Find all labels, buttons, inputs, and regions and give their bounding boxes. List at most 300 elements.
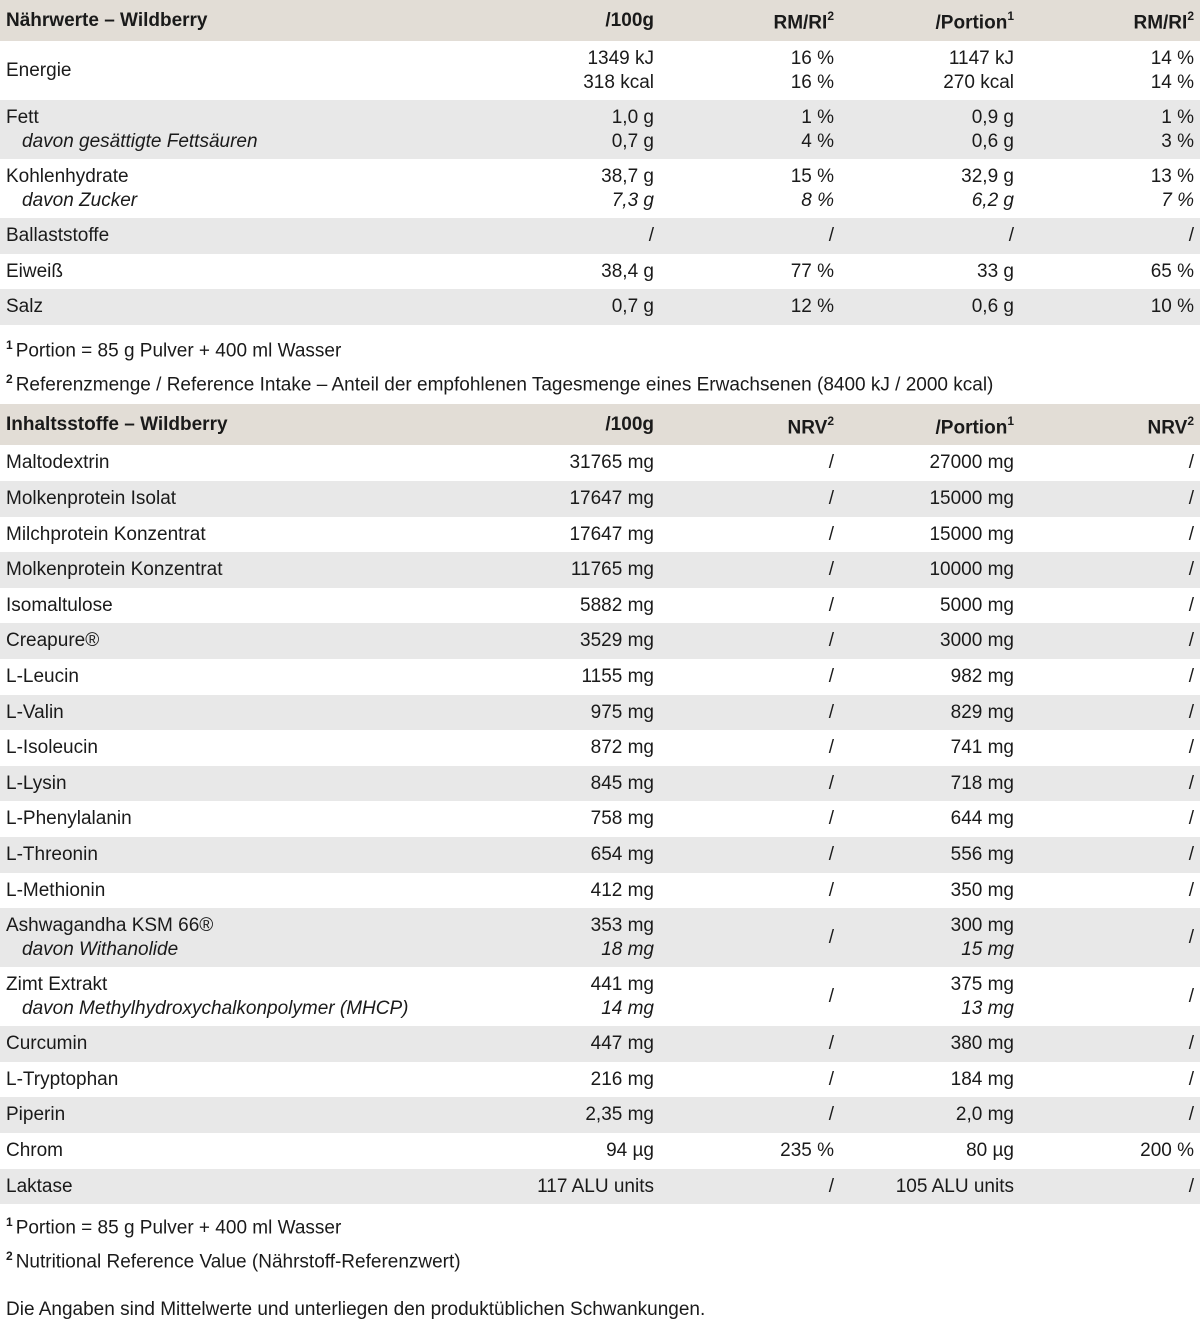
- rm-ri-portion-cell-value: /: [1188, 225, 1194, 247]
- per-portion-cell-value: /: [1008, 225, 1014, 247]
- row-label: [0, 159, 510, 218]
- row-name: Kohlenhydrate: [6, 166, 129, 187]
- row-label: [0, 766, 510, 802]
- row-label: [0, 837, 510, 873]
- per-100g-cell: [510, 1097, 660, 1133]
- per-100g-cell-value: 17647 mg: [569, 523, 654, 545]
- table-row: [0, 967, 1200, 1026]
- row-label: [0, 908, 510, 967]
- per-100g-cell-sub-value: 18 mg: [601, 938, 654, 960]
- per-100g-cell: [510, 218, 660, 254]
- per-100g-cell-value: 94 µg: [606, 1139, 654, 1161]
- rm-ri-cell-value: 12 %: [790, 296, 834, 318]
- per-100g-cell-value: 38,4 g: [601, 260, 654, 282]
- nrv-cell: [660, 801, 840, 837]
- rm-ri-portion-cell-value: 13 %: [1150, 166, 1194, 187]
- rm-ri-portion-cell: [1020, 100, 1200, 159]
- header-rm-ri: $RM/RI^2$: [660, 0, 840, 41]
- rm-ri-portion-cell: [1020, 289, 1200, 325]
- rm-ri-portion-cell-sub-value: 7 %: [1161, 189, 1194, 211]
- per-portion-cell: [840, 100, 1020, 159]
- header-per-100g: /100g: [510, 0, 660, 41]
- footnote: $^1$ Portion = 85 g Pulver + 400 ml Wasser: [6, 1215, 342, 1239]
- nrv-cell: [660, 588, 840, 624]
- rm-ri-portion-cell-value: 14 %: [1150, 48, 1194, 69]
- row-name: Ashwagandha KSM 66®: [6, 915, 214, 937]
- rm-ri-portion-cell-value: 1 %: [1161, 107, 1194, 128]
- per-portion-cell-value: 350 mg: [950, 879, 1014, 901]
- row-label: [0, 659, 510, 695]
- per-100g-cell-value: 38,7 g: [601, 166, 654, 187]
- nrv-portion-cell: [1020, 517, 1200, 553]
- nrv-cell: [660, 908, 840, 967]
- per-100g-cell: [510, 730, 660, 766]
- row-label: [0, 481, 510, 517]
- table-row: [0, 1062, 1200, 1098]
- row-label: [0, 623, 510, 659]
- nutrition-section: [0, 0, 1200, 399]
- table-row: [0, 695, 1200, 731]
- per-portion-cell: [840, 218, 1020, 254]
- per-100g-cell: [510, 289, 660, 325]
- nrv-portion-cell: [1020, 1133, 1200, 1169]
- nrv-portion-cell: [1020, 1097, 1200, 1133]
- nrv-cell: [660, 1169, 840, 1205]
- nrv-portion-cell-value: /: [1188, 808, 1194, 830]
- row-label: [0, 801, 510, 837]
- per-100g-cell: [510, 254, 660, 290]
- rm-ri-portion-cell-sub-value: 14 %: [1150, 71, 1194, 93]
- nrv-portion-cell: [1020, 967, 1200, 1026]
- per-portion-cell-value: 1147 kJ: [948, 48, 1014, 69]
- rm-ri-cell-sub-value: 8 %: [801, 189, 834, 211]
- row-name: L-Isoleucin: [6, 737, 98, 759]
- per-100g-cell-value: 1155 mg: [581, 666, 654, 688]
- row-label: [0, 1169, 510, 1205]
- rm-ri-cell-sub-value: 16 %: [790, 71, 834, 93]
- rm-ri-portion-cell-value: 10 %: [1150, 296, 1194, 318]
- nrv-cell-value: /: [828, 844, 834, 866]
- table-row: [0, 159, 1200, 218]
- per-portion-cell: [840, 41, 1020, 100]
- nrv-cell: [660, 623, 840, 659]
- per-100g-cell-value: 3529 mg: [580, 630, 654, 652]
- per-portion-cell: [840, 1062, 1020, 1098]
- nrv-cell-value: /: [828, 737, 834, 759]
- per-portion-cell-value: 27000 mg: [929, 452, 1014, 474]
- per-100g-cell-value: 11765 mg: [570, 559, 654, 581]
- nrv-portion-cell: [1020, 445, 1200, 481]
- per-portion-cell-value: 0,6 g: [971, 296, 1014, 318]
- row-name: L-Tryptophan: [6, 1068, 119, 1090]
- per-portion-cell-value: 105 ALU units: [895, 1175, 1014, 1197]
- per-portion-cell: [840, 1097, 1020, 1133]
- rm-ri-portion-cell-sub-value: 3 %: [1161, 130, 1194, 152]
- per-portion-cell-value: 184 mg: [950, 1068, 1014, 1090]
- row-name: Molkenprotein Konzentrat: [6, 559, 223, 581]
- per-100g-cell-sub-value: 0,7 g: [611, 130, 654, 152]
- header-rm-ri-portion: $RM/RI^2$: [1020, 0, 1200, 41]
- per-100g-cell: [510, 517, 660, 553]
- per-portion-cell-value: 718 mg: [950, 772, 1014, 794]
- per-100g-cell: [510, 1169, 660, 1205]
- nrv-portion-cell-value: /: [1188, 523, 1194, 545]
- nrv-cell: [660, 730, 840, 766]
- rm-ri-cell: [660, 218, 840, 254]
- row-name: L-Valin: [6, 701, 64, 723]
- footnote: $^2$ Referenzmenge / Reference Intake – Anteil der empfohlenen Tagesmenge eines Erwachsenen (8400 kJ / 2000 kcal): [6, 372, 994, 396]
- rm-ri-portion-cell-value: 65 %: [1150, 260, 1194, 282]
- per-portion-cell-value: 0,9 g: [971, 107, 1014, 128]
- per-portion-cell-value: 15000 mg: [929, 488, 1014, 510]
- rm-ri-cell-value: 77 %: [790, 260, 834, 282]
- rm-ri-cell-value: 16 %: [790, 48, 834, 69]
- nrv-cell: [660, 837, 840, 873]
- row-label: [0, 41, 510, 100]
- table-row: [0, 1097, 1200, 1133]
- nrv-portion-cell-value: /: [1188, 879, 1194, 901]
- row-label: [0, 289, 510, 325]
- per-portion-cell-value: 829 mg: [950, 701, 1014, 723]
- nrv-cell: [660, 695, 840, 731]
- per-portion-cell: [840, 873, 1020, 909]
- nrv-cell: [660, 445, 840, 481]
- nrv-portion-cell: [1020, 588, 1200, 624]
- ingredients-header-row: [0, 404, 1200, 445]
- nrv-portion-cell-value: /: [1188, 630, 1194, 652]
- nrv-cell-value: /: [828, 926, 834, 948]
- per-100g-cell-value: /: [648, 225, 654, 247]
- per-portion-cell-sub-value: 6,2 g: [971, 189, 1014, 211]
- per-100g-cell-value: 1349 kJ: [587, 48, 654, 69]
- per-100g-cell: [510, 1133, 660, 1169]
- rm-ri-portion-cell: [1020, 254, 1200, 290]
- row-name: Maltodextrin: [6, 452, 110, 474]
- per-portion-cell: [840, 1026, 1020, 1062]
- table-row: [0, 837, 1200, 873]
- nrv-cell-value: /: [828, 701, 834, 723]
- per-100g-cell-value: 216 mg: [590, 1068, 654, 1090]
- per-100g-cell-value: 447 mg: [590, 1033, 654, 1055]
- per-portion-cell: [840, 766, 1020, 802]
- nrv-portion-cell-value: /: [1188, 1068, 1194, 1090]
- nrv-portion-cell: [1020, 766, 1200, 802]
- table-row: [0, 801, 1200, 837]
- row-label: [0, 967, 510, 1026]
- row-name: Fett: [6, 107, 39, 128]
- nrv-portion-cell: [1020, 837, 1200, 873]
- row-name: Molkenprotein Isolat: [6, 488, 177, 510]
- nutrition-footnotes: [0, 325, 1200, 400]
- row-label: [0, 552, 510, 588]
- per-portion-cell: [840, 481, 1020, 517]
- nrv-cell-value: /: [828, 630, 834, 652]
- nrv-portion-cell-value: /: [1188, 1175, 1194, 1197]
- disclaimer-text: Die Angaben sind Mittelwerte und unterliegen den produktüblichen Schwankungen.: [6, 1298, 706, 1320]
- row-name: Salz: [6, 296, 43, 318]
- ingredients-footnotes: [0, 1204, 1200, 1277]
- nrv-portion-cell-value: /: [1188, 1104, 1194, 1126]
- nrv-portion-cell: [1020, 908, 1200, 967]
- per-100g-cell-sub-value: 7,3 g: [611, 189, 654, 211]
- per-100g-cell: [510, 588, 660, 624]
- per-100g-cell: [510, 837, 660, 873]
- nrv-cell-value: /: [828, 1068, 834, 1090]
- nrv-cell-value: /: [828, 488, 834, 510]
- per-100g-cell-value: 872 mg: [590, 737, 654, 759]
- table-row: [0, 445, 1200, 481]
- per-portion-cell: [840, 623, 1020, 659]
- nrv-cell: [660, 481, 840, 517]
- table-row: [0, 481, 1200, 517]
- row-label: [0, 873, 510, 909]
- per-100g-cell-value: 1,0 g: [611, 107, 654, 128]
- per-portion-cell-value: 10000 mg: [929, 559, 1014, 581]
- row-label: [0, 1062, 510, 1098]
- per-portion-cell: [840, 445, 1020, 481]
- row-name: Eiweiß: [6, 260, 64, 282]
- table-row: [0, 218, 1200, 254]
- row-name: Energie: [6, 59, 72, 81]
- nrv-portion-cell: [1020, 623, 1200, 659]
- nrv-cell-value: /: [828, 772, 834, 794]
- per-100g-cell: [510, 873, 660, 909]
- row-name: L-Methionin: [6, 879, 106, 901]
- nrv-cell: [660, 967, 840, 1026]
- nrv-portion-cell-value: 200 %: [1140, 1139, 1194, 1161]
- nrv-portion-cell: [1020, 659, 1200, 695]
- table-row: [0, 289, 1200, 325]
- nrv-cell: [660, 1062, 840, 1098]
- row-name: Milchprotein Konzentrat: [6, 523, 206, 545]
- nrv-cell: [660, 766, 840, 802]
- row-name: Creapure®: [6, 630, 100, 652]
- rm-ri-portion-cell: [1020, 218, 1200, 254]
- rm-ri-portion-cell: [1020, 159, 1200, 218]
- row-name: Curcumin: [6, 1033, 88, 1055]
- rm-ri-cell-value: 1 %: [801, 107, 834, 128]
- row-sub-name: davon Withanolide: [22, 938, 179, 960]
- row-label: [0, 1026, 510, 1062]
- row-name: L-Phenylalanin: [6, 808, 132, 830]
- per-100g-cell-value: 845 mg: [590, 772, 654, 794]
- per-100g-cell-sub-value: 14 mg: [601, 997, 654, 1019]
- row-name: Zimt Extrakt: [6, 974, 108, 996]
- table-row: [0, 623, 1200, 659]
- per-portion-cell: [840, 1169, 1020, 1205]
- nrv-cell: [660, 552, 840, 588]
- nrv-portion-cell-value: /: [1188, 772, 1194, 794]
- row-sub-name: davon Zucker: [22, 189, 138, 211]
- nrv-portion-cell: [1020, 1026, 1200, 1062]
- table-row: [0, 100, 1200, 159]
- nrv-portion-cell: [1020, 730, 1200, 766]
- per-100g-cell: [510, 766, 660, 802]
- per-100g-cell: [510, 1026, 660, 1062]
- nrv-portion-cell-value: /: [1188, 926, 1194, 948]
- per-100g-cell-value: 412 mg: [590, 879, 654, 901]
- nrv-cell: [660, 1133, 840, 1169]
- per-100g-cell: [510, 695, 660, 731]
- ingredients-section: [0, 404, 1200, 1322]
- table-row: [0, 254, 1200, 290]
- header-nrv-portion: NRV$^2$: [1020, 404, 1200, 445]
- per-100g-cell: [510, 801, 660, 837]
- per-100g-cell-value: 353 mg: [590, 915, 654, 937]
- per-100g-cell: [510, 159, 660, 218]
- nrv-cell-value: /: [828, 1104, 834, 1126]
- row-name: Laktase: [6, 1175, 73, 1197]
- nrv-portion-cell-value: /: [1188, 666, 1194, 688]
- row-name: Ballaststoffe: [6, 225, 110, 247]
- per-portion-cell-value: 556 mg: [950, 844, 1014, 866]
- row-name: L-Lysin: [6, 772, 67, 794]
- row-label: [0, 695, 510, 731]
- nrv-cell-value: /: [828, 559, 834, 581]
- per-portion-cell: [840, 837, 1020, 873]
- per-portion-cell-value: 15000 mg: [929, 523, 1014, 545]
- row-name: Piperin: [6, 1104, 66, 1126]
- nrv-cell-value: /: [828, 808, 834, 830]
- per-100g-cell-value: 117 ALU units: [537, 1175, 654, 1197]
- nrv-portion-cell: [1020, 552, 1200, 588]
- per-portion-cell: [840, 254, 1020, 290]
- per-100g-cell-value: 441 mg: [590, 974, 654, 996]
- nrv-cell-value: /: [828, 594, 834, 616]
- nrv-portion-cell-value: /: [1188, 452, 1194, 474]
- row-sub-name: davon gesättigte Fettsäuren: [22, 130, 258, 152]
- nrv-cell-value: /: [828, 523, 834, 545]
- per-portion-cell-value: 5000 mg: [940, 594, 1014, 616]
- per-portion-cell-value: 644 mg: [950, 808, 1014, 830]
- table-row: [0, 588, 1200, 624]
- per-100g-cell-sub-value: 318 kcal: [583, 71, 654, 93]
- per-100g-cell-value: 17647 mg: [569, 488, 654, 510]
- nrv-cell: [660, 1026, 840, 1062]
- nutrition-table: [0, 0, 1200, 325]
- row-name: L-Threonin: [6, 844, 98, 866]
- nrv-portion-cell-value: /: [1188, 985, 1194, 1007]
- per-portion-cell-value: 375 mg: [950, 974, 1014, 996]
- nutrition-header-row: [0, 0, 1200, 41]
- per-portion-cell: [840, 967, 1020, 1026]
- rm-ri-cell-value: /: [828, 225, 834, 247]
- nrv-portion-cell-value: /: [1188, 594, 1194, 616]
- per-100g-cell: [510, 623, 660, 659]
- header-per-portion: /Portion$^1$: [840, 0, 1020, 41]
- per-portion-cell: [840, 659, 1020, 695]
- nrv-cell-value: /: [828, 985, 834, 1007]
- per-100g-cell-value: 758 mg: [590, 808, 654, 830]
- per-100g-cell: [510, 445, 660, 481]
- per-portion-cell: [840, 908, 1020, 967]
- per-100g-cell-value: 5882 mg: [580, 594, 654, 616]
- nrv-cell-value: 235 %: [780, 1139, 834, 1161]
- table-row: [0, 41, 1200, 100]
- row-name: Isomaltulose: [6, 594, 113, 616]
- per-portion-cell-sub-value: 0,6 g: [971, 130, 1014, 152]
- nrv-cell-value: /: [828, 1175, 834, 1197]
- nrv-portion-cell-value: /: [1188, 701, 1194, 723]
- table-row: [0, 659, 1200, 695]
- row-label: [0, 517, 510, 553]
- per-portion-cell-value: 2,0 mg: [955, 1104, 1014, 1126]
- footnote: $^1$ Portion = 85 g Pulver + 400 ml Wasser: [6, 337, 342, 362]
- row-label: [0, 445, 510, 481]
- ingredients-table: [0, 404, 1200, 1204]
- nrv-portion-cell: [1020, 1169, 1200, 1205]
- row-label: [0, 254, 510, 290]
- footnote: $^2$ Nutritional Reference Value (Nährstoff-Referenzwert): [6, 1249, 461, 1273]
- per-portion-cell: [840, 1133, 1020, 1169]
- table-row: [0, 766, 1200, 802]
- per-100g-cell: [510, 41, 660, 100]
- rm-ri-cell: [660, 254, 840, 290]
- per-portion-cell-value: 33 g: [977, 260, 1014, 282]
- row-label: [0, 1133, 510, 1169]
- nrv-cell: [660, 1097, 840, 1133]
- table-row: [0, 1026, 1200, 1062]
- row-label: [0, 218, 510, 254]
- nrv-cell-value: /: [828, 666, 834, 688]
- nrv-portion-cell-value: /: [1188, 844, 1194, 866]
- row-sub-name: davon Methylhydroxychalkonpolymer (MHCP): [22, 997, 409, 1019]
- per-portion-cell: [840, 695, 1020, 731]
- nrv-cell-value: /: [828, 1033, 834, 1055]
- per-100g-cell: [510, 967, 660, 1026]
- nrv-portion-cell-value: /: [1188, 488, 1194, 510]
- per-portion-cell-value: 741 mg: [950, 737, 1014, 759]
- row-name: Chrom: [6, 1139, 64, 1161]
- row-label: [0, 730, 510, 766]
- per-portion-cell: [840, 730, 1020, 766]
- per-portion-cell-sub-value: 15 mg: [961, 938, 1014, 960]
- per-portion-cell-value: 380 mg: [950, 1033, 1014, 1055]
- nrv-cell: [660, 659, 840, 695]
- per-100g-cell-value: 0,7 g: [611, 296, 654, 318]
- per-100g-cell-value: 975 mg: [590, 701, 654, 723]
- nrv-cell-value: /: [828, 452, 834, 474]
- nrv-cell: [660, 517, 840, 553]
- per-100g-cell: [510, 1062, 660, 1098]
- per-portion-cell: [840, 517, 1020, 553]
- row-name: L-Leucin: [6, 666, 79, 688]
- rm-ri-cell: [660, 41, 840, 100]
- nrv-portion-cell-value: /: [1188, 737, 1194, 759]
- per-portion-cell-value: 32,9 g: [961, 166, 1014, 187]
- header-ingredients-name: Inhaltsstoffe – Wildberry: [0, 404, 510, 445]
- row-label: [0, 1097, 510, 1133]
- per-portion-cell-value: 982 mg: [950, 666, 1014, 688]
- rm-ri-cell: [660, 289, 840, 325]
- per-portion-cell: [840, 159, 1020, 218]
- nrv-portion-cell-value: /: [1188, 559, 1194, 581]
- per-100g-cell: [510, 100, 660, 159]
- per-portion-cell-sub-value: 13 mg: [961, 997, 1014, 1019]
- nrv-portion-cell: [1020, 1062, 1200, 1098]
- per-portion-cell: [840, 588, 1020, 624]
- table-row: [0, 1169, 1200, 1205]
- per-100g-cell-value: 31765 mg: [569, 452, 654, 474]
- nrv-portion-cell: [1020, 695, 1200, 731]
- per-portion-cell: [840, 801, 1020, 837]
- table-row: [0, 517, 1200, 553]
- table-row: [0, 552, 1200, 588]
- nrv-portion-cell-value: /: [1188, 1033, 1194, 1055]
- table-row: [0, 873, 1200, 909]
- per-portion-cell: [840, 289, 1020, 325]
- nrv-cell-value: /: [828, 879, 834, 901]
